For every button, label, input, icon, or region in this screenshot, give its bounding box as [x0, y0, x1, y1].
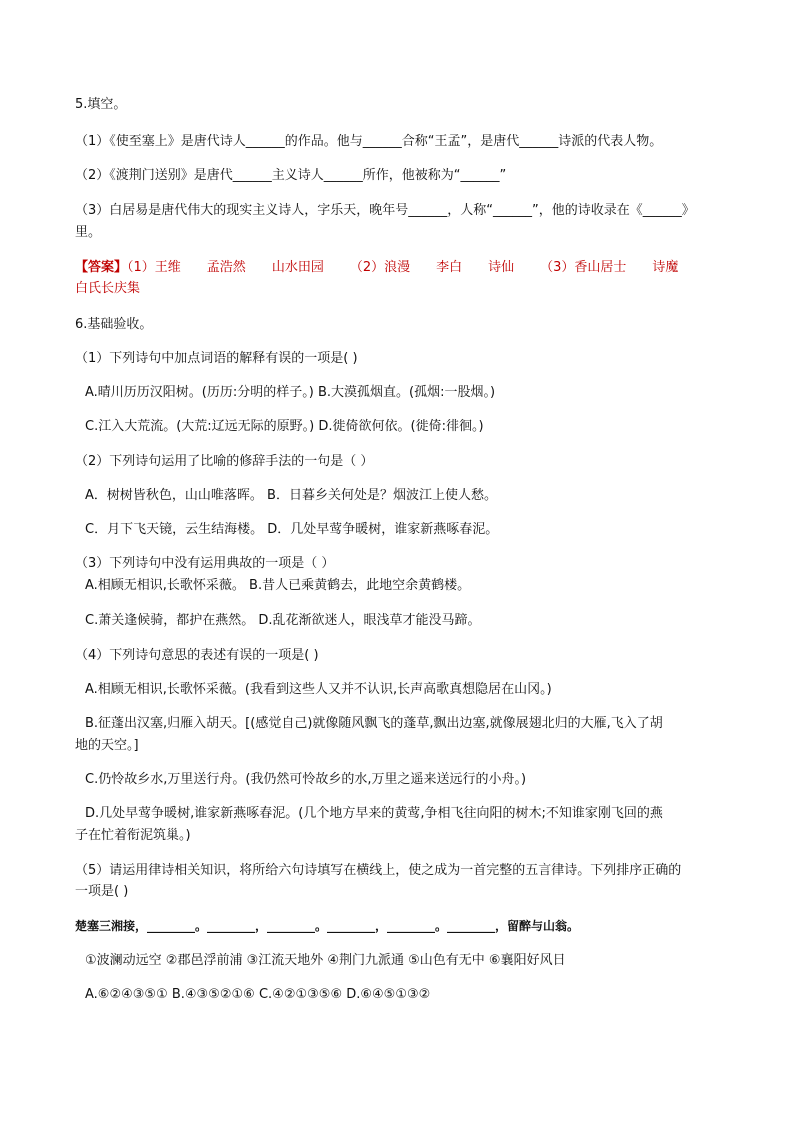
poem-line: 楚塞三湘接，________。________，________。________，________。________，留醉与山翁。: [75, 919, 580, 933]
q6-sub3-cd: C.萧关逢候骑，都护在燕然。 D.乱花渐欲迷人，眼浅草才能没马蹄。: [85, 613, 481, 628]
q6-sub2-cd: C．月下飞天镜，云生结海楼。 D．几处早莺争暖树，谁家新燕啄春泥。: [85, 522, 499, 537]
answer-item: （3）香山居士: [540, 260, 627, 275]
answer-item: 诗魔: [652, 260, 679, 275]
q6-sub4-a: A.相顾无相识,长歌怀采薇。(我看到这些人又并不认识,长声高歌真想隐居在山冈。): [85, 682, 552, 697]
q5-line-2: （2）《渡荆门送别》是唐代______主义诗人______所作，他被称为“______”: [75, 168, 507, 183]
q5-line-3-cont: 里。: [75, 225, 102, 240]
q6-sub4-b: B.征蓬出汉塞,归雁入胡天。[(感觉自己)就像随风飘飞的蓬草,飘出边塞,就像展翅北归的大雁,飞入了胡: [85, 716, 663, 731]
answer-item: 诗仙: [488, 260, 515, 275]
q6-sub1: （1）下列诗句中加点词语的解释有误的一项是( ): [75, 351, 358, 366]
q5-title: 5.填空。: [75, 97, 127, 112]
answer-tag: 【答案】: [75, 260, 128, 275]
answer-item: 山水田园: [271, 260, 324, 275]
answer-line: [75, 259, 678, 277]
q6-sub2-ab: A．树树皆秋色，山山唯落晖。 B．日暮乡关何处是？烟波江上使人愁。: [85, 488, 497, 503]
q6-sub5: （5）请运用律诗相关知识，将所给六句诗填写在横线上，使之成为一首完整的五言律诗。下列排序正确的: [75, 863, 682, 878]
q6-title: 6.基础验收。: [75, 317, 153, 332]
q6-sub1-ab: A.晴川历历汉阳树。(历历:分明的样子。) B.大漠孤烟直。(孤烟:一股烟。): [85, 385, 496, 400]
q6-sub4-d-cont: 子在忙着衔泥筑巢。): [75, 828, 191, 843]
q6-sub3-ab: A.相顾无相识,长歌怀采薇。 B.昔人已乘黄鹤去，此地空余黄鹤楼。: [85, 578, 471, 593]
answer-choices: A.⑥②④③⑤① B.④③⑤②①⑥ C.④②①③⑤⑥ D.⑥④⑤①③②: [85, 987, 431, 1002]
q6-sub3: （3）下列诗句中没有运用典故的一项是（ ）: [75, 556, 335, 571]
answer-item: 李白: [436, 260, 463, 275]
answer-item: （2）浪漫: [349, 260, 411, 275]
q5-line-1: （1）《使至塞上》是唐代诗人______的作品。他与______合称“王孟”，是唐代______诗派的代表人物。: [75, 134, 663, 149]
answer-item: （1）王维: [127, 260, 181, 275]
answer-line-2: 白氏长庆集: [75, 281, 141, 296]
q6-sub2: （2）下列诗句运用了比喻的修辞手法的一句是（ ）: [75, 454, 374, 469]
q5-line-3: （3）白居易是唐代伟大的现实主义诗人，字乐天，晚年号______，人称“______”，他的诗收录在《______》: [75, 203, 695, 218]
phrase-list: ①波澜动远空 ②郡邑浮前浦 ③江流天地外 ④荆门九派通 ⑤山色有无中 ⑥襄阳好风日: [85, 953, 566, 968]
q6-sub5-cont: 一项是( ): [75, 884, 129, 899]
q6-sub1-cd: C.江入大荒流。(大荒:辽远无际的原野。) D.徙倚欲何依。(徙倚:徘徊。): [85, 419, 484, 434]
q6-sub4: （4）下列诗句意思的表述有误的一项是( ): [75, 648, 319, 663]
answer-item: 孟浩然: [206, 260, 246, 275]
q6-sub4-c: C.仍怜故乡水,万里送行舟。(我仍然可怜故乡的水,万里之遥来送远行的小舟。): [85, 772, 527, 787]
q6-sub4-d: D.几处早莺争暖树,谁家新燕啄春泥。(几个地方早来的黄莺,争相飞往向阳的树木;不知谁家刚飞回的燕: [85, 806, 663, 821]
q6-sub4-b-cont: 地的天空。]: [75, 738, 139, 753]
